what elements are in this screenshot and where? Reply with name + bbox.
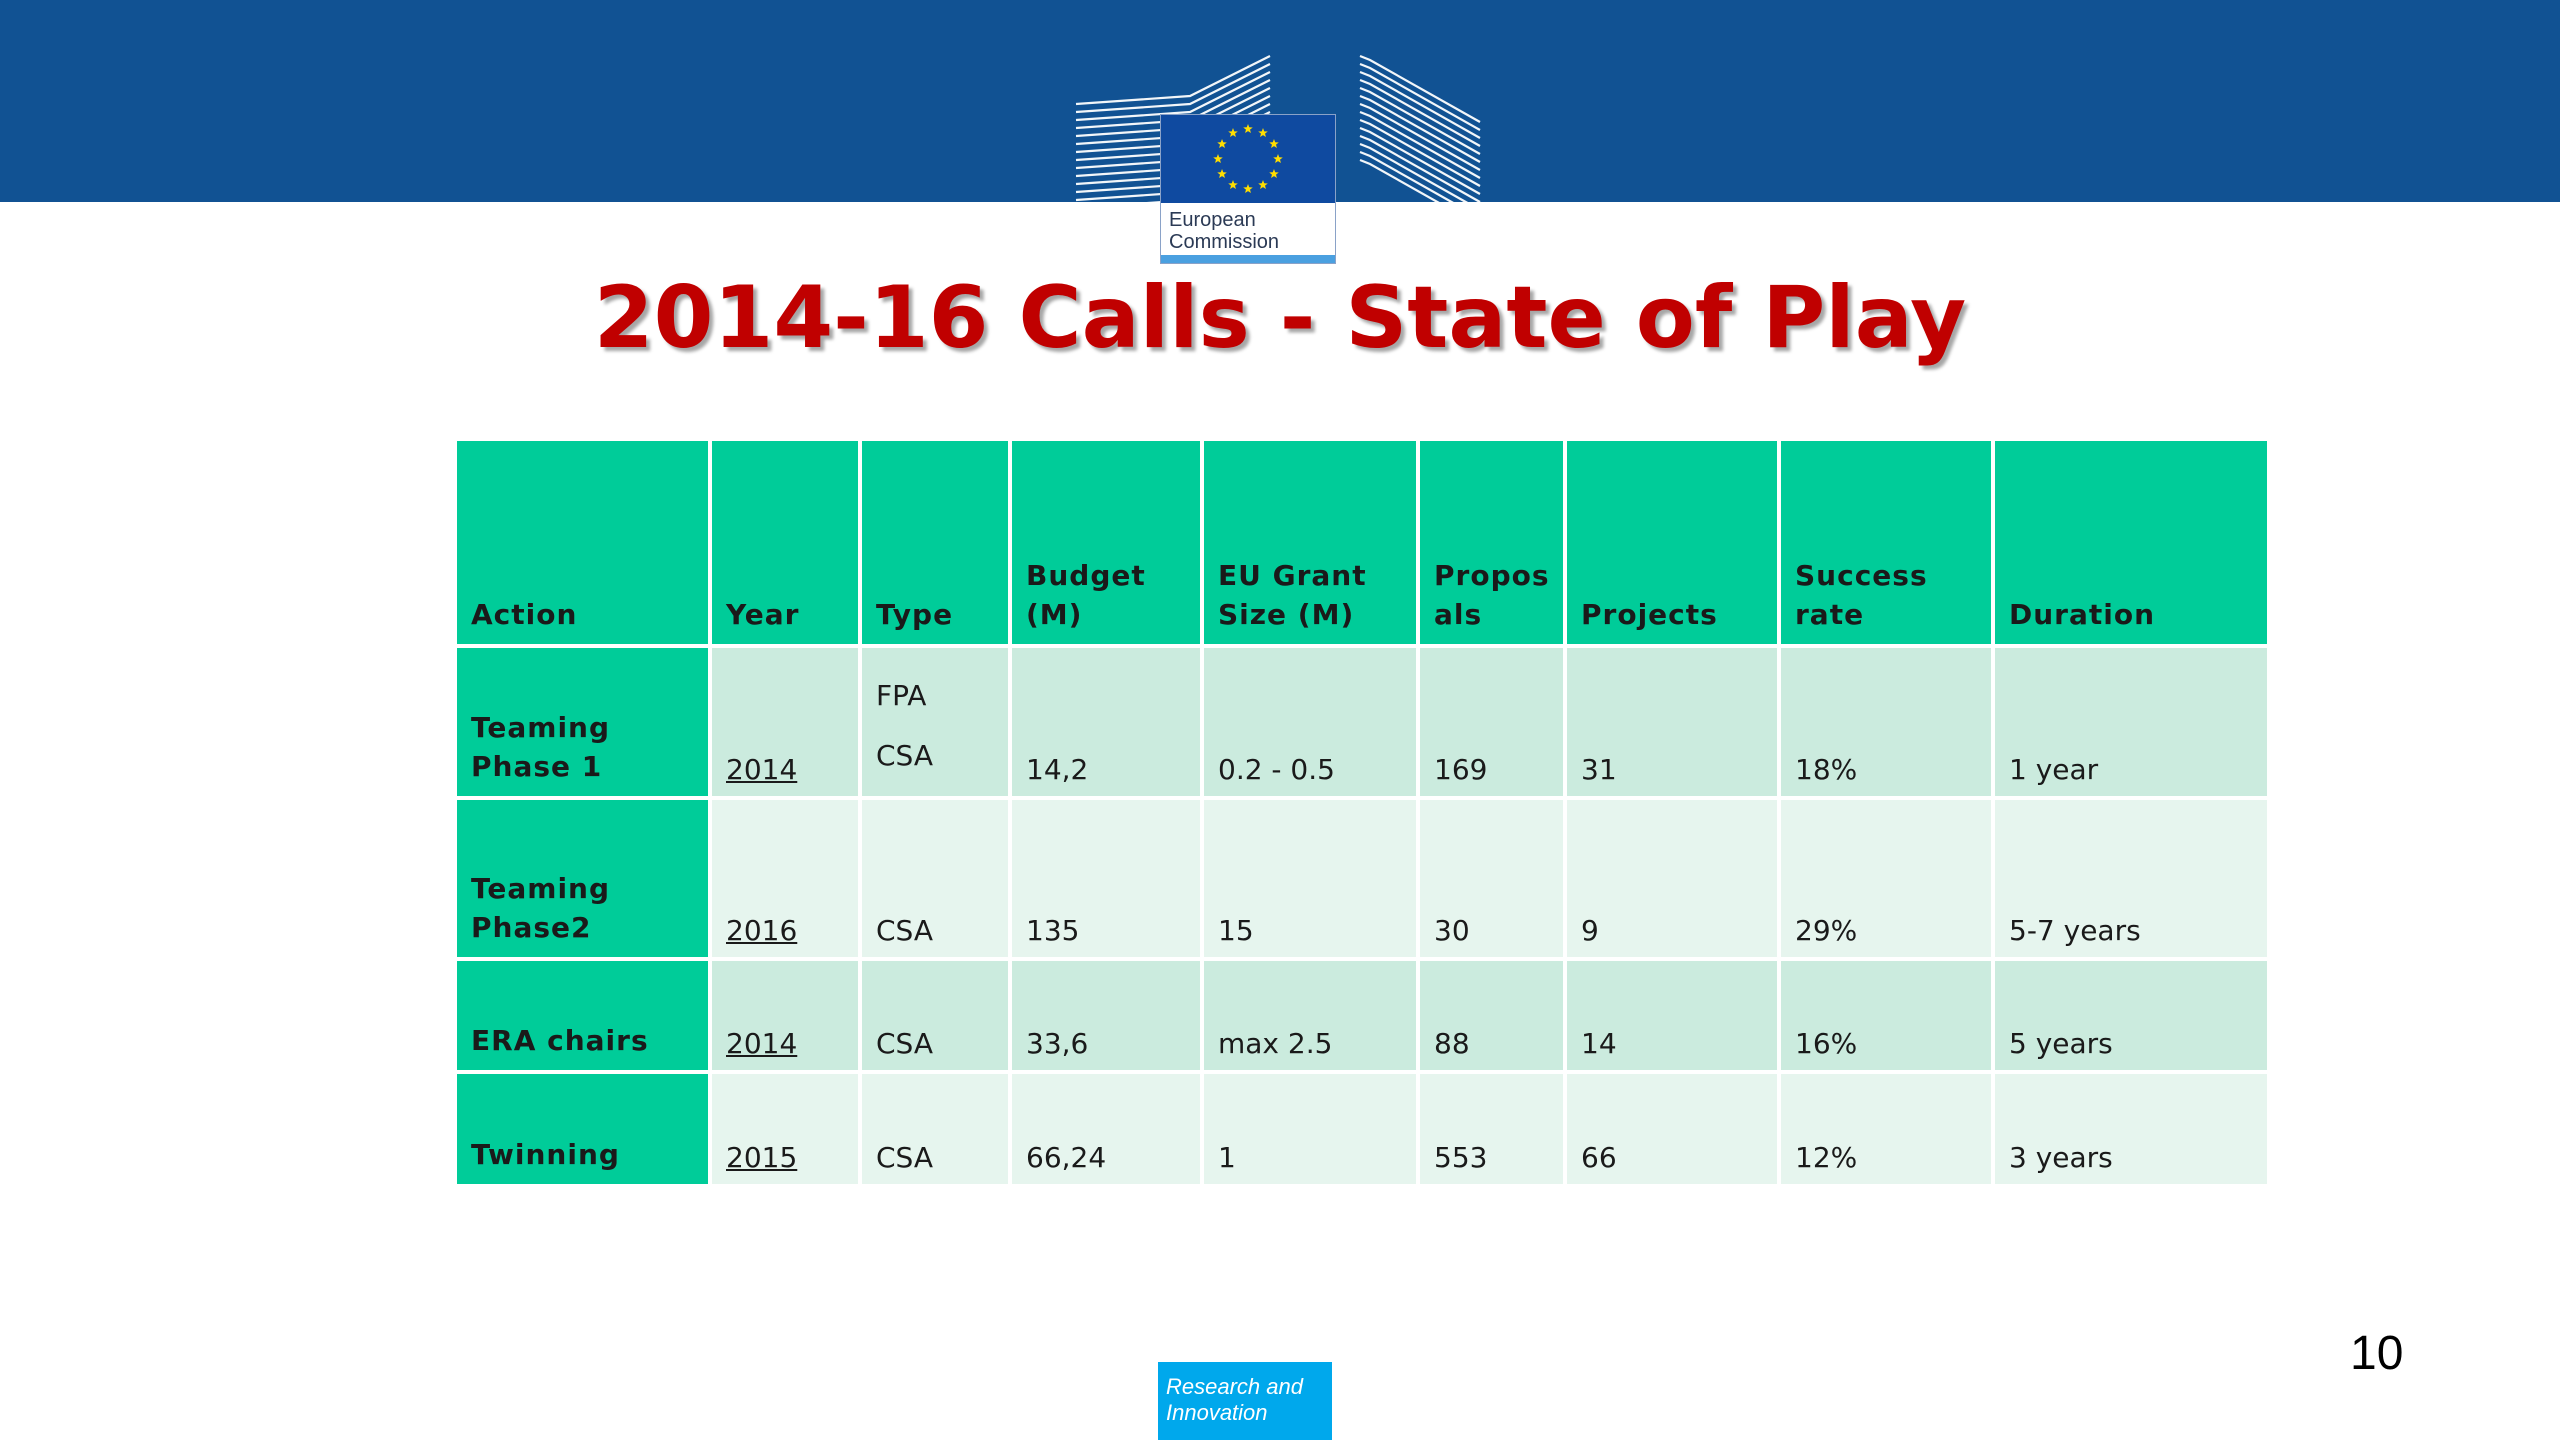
eu-star-icon	[1243, 184, 1253, 193]
calls-table	[453, 437, 2271, 1188]
badge-line-2: Innovation	[1166, 1400, 1268, 1425]
cell-eu-grant: 15	[1204, 800, 1416, 957]
header-duration: Duration	[1995, 441, 2267, 644]
table-row	[457, 961, 2267, 1070]
cell-action: ERA chairs	[457, 961, 708, 1070]
eu-star-icon	[1228, 128, 1238, 137]
cell-proposals: 553	[1420, 1074, 1563, 1184]
cell-duration: 5 years	[1995, 961, 2267, 1070]
cell-proposals: 30	[1420, 800, 1563, 957]
logo-accent-stripe	[1161, 255, 1335, 263]
cell-year[interactable]	[712, 961, 858, 1070]
cell-projects: 9	[1567, 800, 1777, 957]
logo-line-commission: Commission	[1169, 231, 1280, 253]
cell-action: Teaming Phase 1	[457, 648, 708, 796]
eu-star-icon	[1269, 169, 1279, 178]
eu-star-icon	[1258, 128, 1268, 137]
header-row	[457, 441, 2267, 644]
eu-star-icon	[1273, 154, 1283, 163]
logo-line-european: European	[1169, 209, 1256, 231]
cell-eu-grant: max 2.5	[1204, 961, 1416, 1070]
page-number: 10	[2350, 1327, 2404, 1380]
cell-budget: 66,24	[1012, 1074, 1200, 1184]
header-year: Year	[712, 441, 858, 644]
cell-projects: 66	[1567, 1074, 1777, 1184]
cell-type: CSA	[862, 800, 1008, 957]
eu-star-icon	[1228, 180, 1238, 189]
header-eu-grant: EU Grant Size (M)	[1204, 441, 1416, 644]
cell-year[interactable]	[712, 1074, 858, 1184]
header-proposals: Propos als	[1420, 441, 1563, 644]
cell-projects: 14	[1567, 961, 1777, 1070]
header-type: Type	[862, 441, 1008, 644]
badge-line-1: Research and	[1166, 1374, 1303, 1399]
eu-star-icon	[1217, 139, 1227, 148]
year-link[interactable]: 2014	[726, 1027, 798, 1060]
cell-success-rate: 16%	[1781, 961, 1991, 1070]
year-link[interactable]: 2014	[726, 753, 798, 786]
cell-budget: 33,6	[1012, 961, 1200, 1070]
european-commission-logo	[1070, 52, 1490, 268]
cell-duration: 5-7 years	[1995, 800, 2267, 957]
eu-star-icon	[1217, 169, 1227, 178]
table-row	[457, 800, 2267, 957]
cell-proposals: 169	[1420, 648, 1563, 796]
cell-eu-grant: 1	[1204, 1074, 1416, 1184]
cell-year[interactable]	[712, 648, 858, 796]
eu-star-icon	[1213, 154, 1223, 163]
cell-year[interactable]	[712, 800, 858, 957]
slide-title: 2014-16 Calls - State of Play	[593, 268, 1967, 368]
eu-star-icon	[1258, 180, 1268, 189]
cell-action: Teaming Phase2	[457, 800, 708, 957]
table-row	[457, 648, 2267, 796]
cell-eu-grant: 0.2 - 0.5	[1204, 648, 1416, 796]
eu-star-icon	[1243, 124, 1253, 133]
eu-star-icon	[1269, 139, 1279, 148]
cell-success-rate: 12%	[1781, 1074, 1991, 1184]
header-budget: Budget (M)	[1012, 441, 1200, 644]
cell-success-rate: 29%	[1781, 800, 1991, 957]
logo-emblem	[1160, 114, 1336, 264]
year-link[interactable]: 2016	[726, 914, 798, 947]
header-projects: Projects	[1567, 441, 1777, 644]
header-action: Action	[457, 441, 708, 644]
cell-success-rate: 18%	[1781, 648, 1991, 796]
logo-wordmark	[1169, 209, 1333, 253]
research-innovation-badge	[1158, 1362, 1332, 1440]
header-success-rate: Success rate	[1781, 441, 1991, 644]
cell-duration: 1 year	[1995, 648, 2267, 796]
eu-flag-icon	[1161, 115, 1335, 203]
cell-proposals: 88	[1420, 961, 1563, 1070]
cell-budget: 14,2	[1012, 648, 1200, 796]
cell-type: FPA CSA	[862, 648, 1008, 796]
cell-type: CSA	[862, 1074, 1008, 1184]
cell-projects: 31	[1567, 648, 1777, 796]
table-row	[457, 1074, 2267, 1184]
cell-type: CSA	[862, 961, 1008, 1070]
cell-budget: 135	[1012, 800, 1200, 957]
year-link[interactable]: 2015	[726, 1141, 798, 1174]
cell-action: Twinning	[457, 1074, 708, 1184]
cell-duration: 3 years	[1995, 1074, 2267, 1184]
